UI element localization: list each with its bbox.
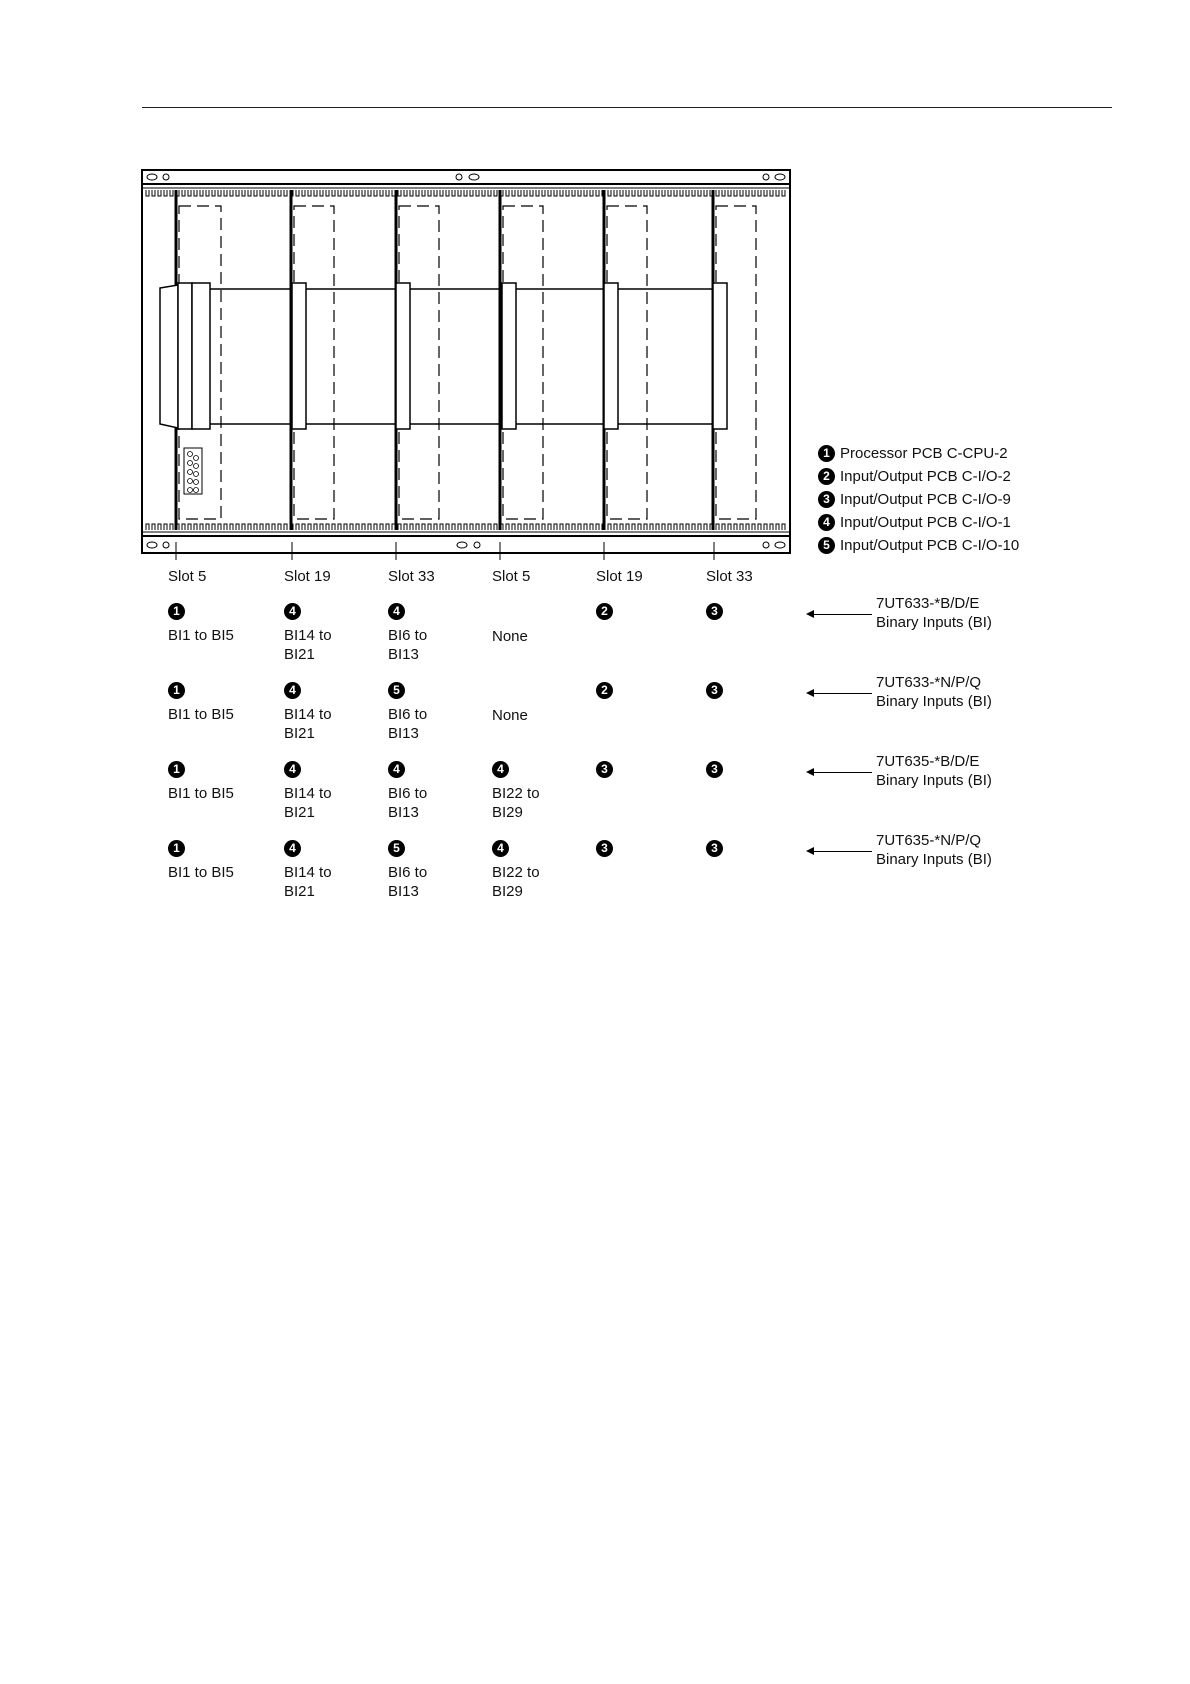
pcb-marker: 3 <box>706 840 723 857</box>
slot-label: Slot 19 <box>596 568 643 585</box>
variant-caption: Binary Inputs (BI) <box>876 614 992 631</box>
legend-label: Input/Output PCB C-I/O-1 <box>840 514 1011 531</box>
legend-item <box>818 534 1019 557</box>
pcb-marker: 4 <box>284 761 301 778</box>
binary-input-range: BI1 to BI5 <box>168 627 234 644</box>
variant-arrow <box>808 614 872 615</box>
variant-label <box>876 752 992 790</box>
no-pcb-label: None <box>492 707 528 724</box>
slot-assignment <box>706 761 723 784</box>
binary-input-range: BI14 to BI21 <box>284 706 332 742</box>
legend-item <box>818 488 1019 511</box>
legend-marker: 4 <box>818 514 835 531</box>
pcb-marker: 2 <box>596 603 613 620</box>
pcb-marker: 4 <box>388 761 405 778</box>
ribbon-connector <box>604 283 618 429</box>
variant-caption: Binary Inputs (BI) <box>876 772 992 789</box>
binary-input-range: BI14 to BI21 <box>284 785 332 821</box>
slot-leaders <box>176 542 714 560</box>
rack-frame <box>142 170 790 553</box>
slot-label: Slot 33 <box>706 568 753 585</box>
pcb-marker: 4 <box>492 840 509 857</box>
slot-assignment <box>492 627 562 646</box>
pcb-marker: 3 <box>596 840 613 857</box>
pcb-legend <box>818 442 1019 557</box>
binary-input-range: BI14 to BI21 <box>284 627 332 663</box>
front-plug <box>160 285 178 428</box>
variant-caption: Binary Inputs (BI) <box>876 851 992 868</box>
slot-label: Slot 5 <box>492 568 531 585</box>
binary-input-range: BI22 to BI29 <box>492 785 540 821</box>
variant-name: 7UT635-*B/D/E <box>876 753 980 770</box>
slot-assignment <box>388 603 458 664</box>
pcb-marker: 4 <box>284 840 301 857</box>
pcb-marker: 4 <box>492 761 509 778</box>
slot-guide-bar <box>499 190 502 530</box>
pcb-marker: 3 <box>706 603 723 620</box>
ribbon-connector <box>292 283 306 429</box>
slot-assignment <box>388 761 458 822</box>
pcb-outlines <box>179 206 756 519</box>
ribbon-connector <box>396 283 410 429</box>
variant-name: 7UT635-*N/P/Q <box>876 832 982 849</box>
pcb-marker: 4 <box>284 682 301 699</box>
ribbon-connector <box>178 283 192 429</box>
binary-input-range: BI1 to BI5 <box>168 785 234 802</box>
slot-assignment <box>596 603 613 626</box>
pcb-marker: 3 <box>596 761 613 778</box>
slot-assignment <box>492 706 562 725</box>
ribbon-connector <box>502 283 516 429</box>
pcb-marker: 1 <box>168 603 185 620</box>
slot-label: Slot 5 <box>168 568 207 585</box>
binary-input-range: BI6 to BI13 <box>388 864 428 900</box>
legend-marker: 2 <box>818 468 835 485</box>
variant-label <box>876 831 992 869</box>
slot-assignment <box>492 761 562 822</box>
pcb-marker: 5 <box>388 682 405 699</box>
slot-assignment <box>388 682 458 743</box>
pcb-marker: 2 <box>596 682 613 699</box>
ribbon-connectors <box>178 283 727 429</box>
slot-assignment <box>596 840 613 863</box>
slot-assignment <box>596 682 613 705</box>
slot-assignment <box>706 603 723 626</box>
pcb-marker: 5 <box>388 840 405 857</box>
legend-marker: 5 <box>818 537 835 554</box>
variant-arrow <box>808 851 872 852</box>
variant-caption: Binary Inputs (BI) <box>876 693 992 710</box>
no-pcb-label: None <box>492 628 528 645</box>
pcb-marker: 4 <box>284 603 301 620</box>
variant-label <box>876 673 992 711</box>
slot-assignment <box>706 840 723 863</box>
legend-item <box>818 511 1019 534</box>
ribbon-connector <box>192 283 210 429</box>
binary-input-range: BI14 to BI21 <box>284 864 332 900</box>
legend-marker: 3 <box>818 491 835 508</box>
slot-assignment <box>168 603 238 645</box>
slot-assignment <box>706 682 723 705</box>
legend-item <box>818 442 1019 465</box>
slot-assignment <box>284 840 354 901</box>
slot-label: Slot 33 <box>388 568 435 585</box>
binary-input-range: BI6 to BI13 <box>388 706 428 742</box>
legend-marker: 1 <box>818 445 835 462</box>
guide-teeth <box>146 190 785 530</box>
pcb-marker: 1 <box>168 840 185 857</box>
pcb-marker: 3 <box>706 682 723 699</box>
mount-hole <box>147 174 157 180</box>
pcb-marker: 4 <box>388 603 405 620</box>
variant-label <box>876 594 992 632</box>
slot-assignment <box>168 840 238 882</box>
slot-assignment <box>596 761 613 784</box>
legend-label: Input/Output PCB C-I/O-10 <box>840 537 1020 554</box>
slot-assignment <box>284 682 354 743</box>
binary-input-range: BI6 to BI13 <box>388 627 428 663</box>
variant-arrow <box>808 772 872 773</box>
slot-assignment <box>284 761 354 822</box>
binary-input-range: BI22 to BI29 <box>492 864 540 900</box>
legend-label: Processor PCB C-CPU-2 <box>840 445 1008 462</box>
pcb-marker: 3 <box>706 761 723 778</box>
teeth-top <box>146 190 785 196</box>
slot-assignment <box>168 682 238 724</box>
variant-arrow <box>808 693 872 694</box>
serial-port <box>184 448 202 494</box>
slot-assignment <box>388 840 458 901</box>
variant-name: 7UT633-*B/D/E <box>876 595 980 612</box>
slot-assignment <box>492 840 562 901</box>
legend-label: Input/Output PCB C-I/O-9 <box>840 491 1011 508</box>
pcb-marker: 1 <box>168 761 185 778</box>
pcb-marker: 1 <box>168 682 185 699</box>
teeth-bottom <box>146 524 785 530</box>
slot-guides <box>175 190 715 530</box>
slot-assignment <box>284 603 354 664</box>
variant-name: 7UT633-*N/P/Q <box>876 674 982 691</box>
ribbon-connector <box>713 283 727 429</box>
slot-assignment <box>168 761 238 803</box>
slot-label: Slot 19 <box>284 568 331 585</box>
binary-input-range: BI1 to BI5 <box>168 706 234 723</box>
legend-item <box>818 465 1019 488</box>
legend-label: Input/Output PCB C-I/O-2 <box>840 468 1011 485</box>
binary-input-range: BI6 to BI13 <box>388 785 428 821</box>
binary-input-range: BI1 to BI5 <box>168 864 234 881</box>
